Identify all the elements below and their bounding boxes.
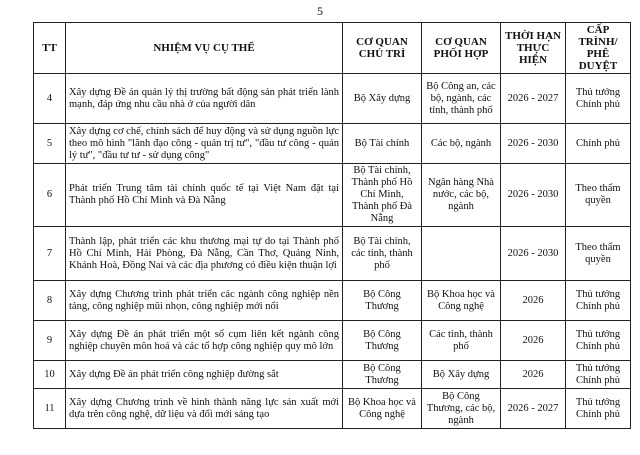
- table-row: [34, 227, 631, 281]
- cell-approval-level: Thủ tướng Chính phủ: [566, 389, 631, 429]
- cell-approval-level: Thủ tướng Chính phủ: [566, 281, 631, 321]
- cell-lead-agency: Bộ Công Thương: [343, 321, 422, 361]
- header-lead-agency: CƠ QUAN CHỦ TRÌ: [343, 23, 422, 74]
- header-deadline: THỜI HẠN THỰC HIỆN: [501, 23, 566, 74]
- cell-deadline: 2026: [501, 361, 566, 389]
- cell-task: Xây dựng Chương trình về hình thành năng lực sản xuất mới dựa trên công nghệ, dữ liệu và đổi mới sáng tạo: [66, 389, 343, 429]
- cell-deadline: 2026: [501, 321, 566, 361]
- header-approval-level: CẤP TRÌNH/ PHÊ DUYỆT: [566, 23, 631, 74]
- cell-tt: 8: [34, 281, 66, 321]
- cell-task: Xây dựng Chương trình phát triển các ngành công nghiệp nền tảng, công nghiệp mũi nhọn, công nghiệp mới nổi: [66, 281, 343, 321]
- cell-approval-level: Theo thẩm quyền: [566, 164, 631, 227]
- table-row: [34, 124, 631, 164]
- table-row: [34, 389, 631, 429]
- cell-lead-agency: Bộ Công Thương: [343, 361, 422, 389]
- cell-coordinating-agency: Bộ Công Thương, các bộ, ngành: [422, 389, 501, 429]
- cell-approval-level: Thủ tướng Chính phủ: [566, 361, 631, 389]
- table-row: [34, 164, 631, 227]
- cell-tt: 5: [34, 124, 66, 164]
- cell-deadline: 2026 - 2030: [501, 164, 566, 227]
- cell-deadline: 2026 - 2027: [501, 389, 566, 429]
- cell-lead-agency: Bộ Xây dựng: [343, 74, 422, 124]
- cell-tt: 6: [34, 164, 66, 227]
- cell-lead-agency: Bộ Công Thương: [343, 281, 422, 321]
- cell-task: Xây dựng Đề án phát triển công nghiệp đường sắt: [66, 361, 343, 389]
- cell-approval-level: Thủ tướng Chính phủ: [566, 74, 631, 124]
- cell-task: Phát triển Trung tâm tài chính quốc tế tại Việt Nam đặt tại Thành phố Hồ Chí Minh và Đà Nẵng: [66, 164, 343, 227]
- cell-task: Xây dựng cơ chế, chính sách để huy động và sử dụng nguồn lực theo mô hình "lãnh đạo công - quản trị tư", "đầu tư công - quản lý tư", "đầu tư tư - sử dụng công": [66, 124, 343, 164]
- header-tt: TT: [34, 23, 66, 74]
- cell-coordinating-agency: Bộ Công an, các bộ, ngành, các tỉnh, thành phố: [422, 74, 501, 124]
- table-row: [34, 74, 631, 124]
- table-row: [34, 321, 631, 361]
- cell-task: Xây dựng Đề án phát triển một số cụm liên kết ngành công nghiệp chuyên môn hoá và các tổ hợp công nghiệp quy mô lớn: [66, 321, 343, 361]
- table-row: [34, 361, 631, 389]
- cell-lead-agency: Bộ Khoa học và Công nghệ: [343, 389, 422, 429]
- cell-coordinating-agency: Bộ Xây dựng: [422, 361, 501, 389]
- table-header-row: [34, 23, 631, 74]
- cell-tt: 4: [34, 74, 66, 124]
- tasks-table: [33, 22, 631, 429]
- cell-tt: 10: [34, 361, 66, 389]
- table-row: [34, 281, 631, 321]
- cell-coordinating-agency: Ngân hàng Nhà nước, các bộ, ngành: [422, 164, 501, 227]
- cell-coordinating-agency: Các bộ, ngành: [422, 124, 501, 164]
- cell-approval-level: Theo thẩm quyền: [566, 227, 631, 281]
- cell-tt: 11: [34, 389, 66, 429]
- cell-coordinating-agency: Các tỉnh, thành phố: [422, 321, 501, 361]
- cell-coordinating-agency: Bộ Khoa học và Công nghệ: [422, 281, 501, 321]
- cell-deadline: 2026 - 2030: [501, 124, 566, 164]
- cell-task: Thành lập, phát triển các khu thương mại tự do tại Thành phố Hồ Chí Minh, Hải Phòng, Đà Nẵng, Cần Thơ, Quảng Ninh, Khánh Hoà, Đồng Nai và các địa phương có điều kiện thuận lợi: [66, 227, 343, 281]
- cell-deadline: 2026: [501, 281, 566, 321]
- cell-lead-agency: Bộ Tài chính, Thành phố Hồ Chí Minh, Thành phố Đà Nẵng: [343, 164, 422, 227]
- cell-lead-agency: Bộ Tài chính, các tỉnh, thành phố: [343, 227, 422, 281]
- cell-task: Xây dựng Đề án quản lý thị trường bất động sản phát triển lành mạnh, đáp ứng nhu cầu nhà ở của người dân: [66, 74, 343, 124]
- header-task: NHIỆM VỤ CỤ THỂ: [66, 23, 343, 74]
- cell-coordinating-agency: [422, 227, 501, 281]
- cell-approval-level: Chính phủ: [566, 124, 631, 164]
- cell-lead-agency: Bộ Tài chính: [343, 124, 422, 164]
- cell-tt: 9: [34, 321, 66, 361]
- cell-deadline: 2026 - 2027: [501, 74, 566, 124]
- header-coordinating-agency: CƠ QUAN PHỐI HỢP: [422, 23, 501, 74]
- cell-deadline: 2026 - 2030: [501, 227, 566, 281]
- cell-tt: 7: [34, 227, 66, 281]
- cell-approval-level: Thủ tướng Chính phủ: [566, 321, 631, 361]
- page-number: 5: [317, 4, 323, 18]
